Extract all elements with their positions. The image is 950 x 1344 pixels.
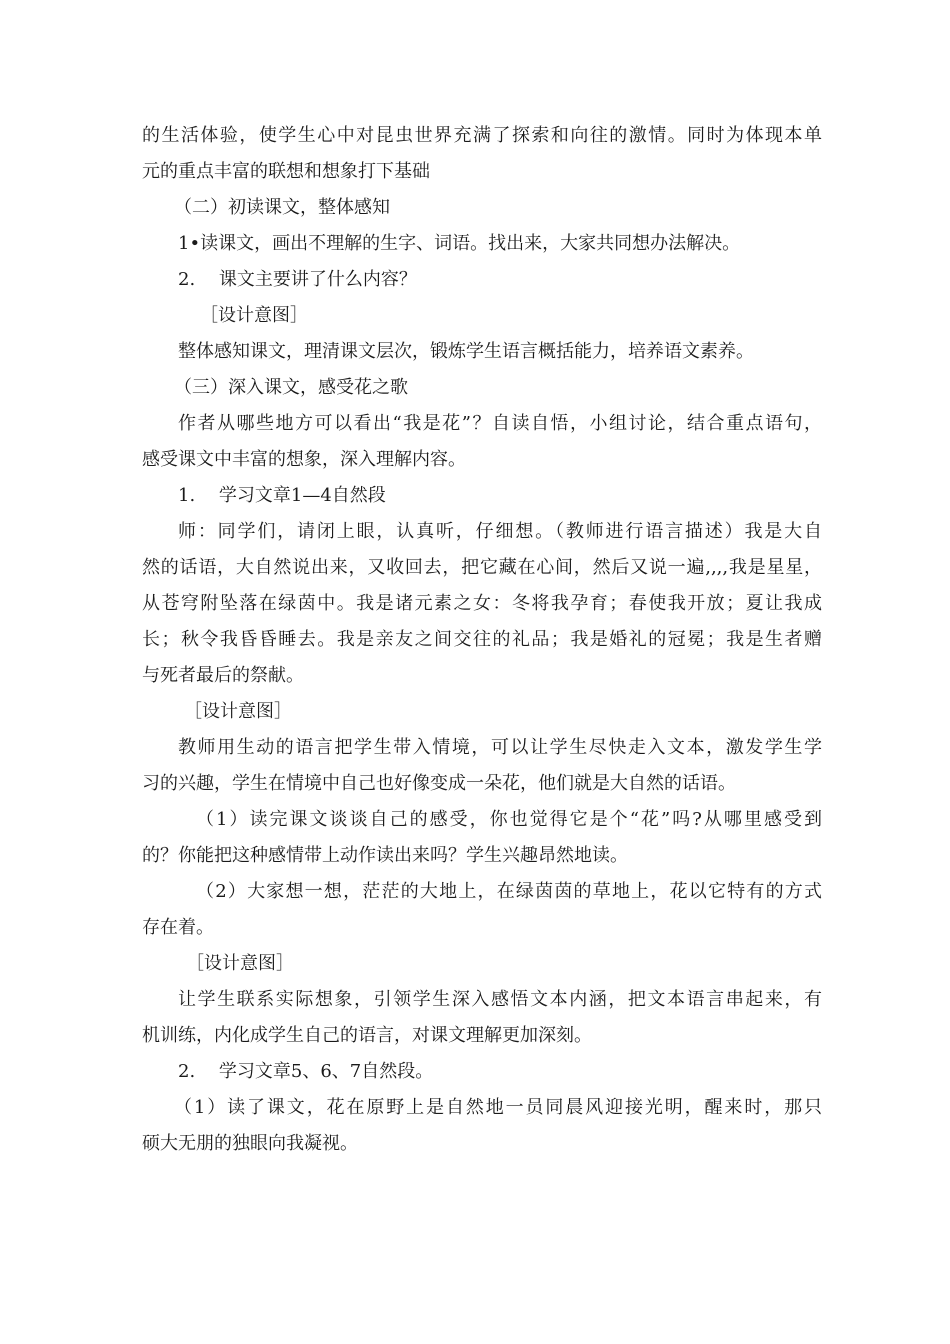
text-line: 从苍穹附坠落在绿茵中。我是诸元素之女：冬将我孕育；春使我开放；夏让我成: [142, 593, 822, 614]
text-line: 师：同学们，请闭上眼，认真听，仔细想。（教师进行语言描述）我是大自: [178, 521, 822, 542]
text-line: ［设计意图］: [184, 701, 292, 722]
text-line: ［设计意图］: [186, 953, 294, 974]
text-line: 的生活体验，使学生心中对昆虫世界充满了探索和向往的激情。同时为体现本单: [142, 125, 822, 146]
text-line: 的？你能把这种感情带上动作读出来吗？学生兴趣昂然地读。: [142, 845, 628, 866]
text-line: 2. 学习文章5、6、7自然段。: [178, 1061, 434, 1082]
text-line: 硕大无朋的独眼向我凝视。: [142, 1133, 358, 1154]
text-line: 作者从哪些地方可以看出“我是花”？自读自悟，小组讨论，结合重点语句，: [178, 413, 822, 434]
text-line: 整体感知课文，理清课文层次，锻炼学生语言概括能力，培养语文素养。: [178, 341, 754, 362]
text-line: 感受课文中丰富的想象，深入理解内容。: [142, 449, 466, 470]
text-line: 1. 学习文章1—4自然段: [178, 485, 386, 506]
text-line: 1•读课文，画出不理解的生字、词语。找出来，大家共同想办法解决。: [178, 233, 741, 254]
text-line: 习的兴趣，学生在情境中自己也好像变成一朵花，他们就是大自然的话语。: [142, 773, 736, 794]
text-line: 存在着。: [142, 917, 214, 938]
text-line: 元的重点丰富的联想和想象打下基础: [142, 161, 430, 182]
text-line: （二）初读课文，整体感知: [174, 197, 390, 218]
text-line: 长；秋令我昏昏睡去。我是亲友之间交往的礼品；我是婚礼的冠冕；我是生者赠: [142, 629, 822, 650]
text-line: 机训练，内化成学生自己的语言，对课文理解更加深刻。: [142, 1025, 592, 1046]
text-line: 让学生联系实际想象，引领学生深入感悟文本内涵，把文本语言串起来，有: [178, 989, 822, 1010]
text-line: 与死者最后的祭献。: [142, 665, 304, 686]
document-body: [142, 118, 822, 1162]
text-line: （1）读完课文谈谈自己的感受，你也觉得它是个“花”吗?从哪里感受到: [196, 809, 822, 830]
text-line: 教师用生动的语言把学生带入情境，可以让学生尽快走入文本，激发学生学: [178, 737, 822, 758]
text-line: 然的话语，大自然说出来，又收回去，把它藏在心间，然后又说一遍,,,,我是星星，: [142, 557, 822, 578]
text-line: ［设计意图］: [200, 305, 308, 326]
text-line: （1）读了课文，花在原野上是自然地一员同晨风迎接光明，醒来时，那只: [174, 1097, 822, 1118]
text-line: （三）深入课文，感受花之歌: [174, 377, 408, 398]
text-line: （2）大家想一想，茫茫的大地上，在绿茵茵的草地上，花以它特有的方式: [196, 881, 822, 902]
text-line: 2. 课文主要讲了什么内容？: [178, 269, 417, 290]
